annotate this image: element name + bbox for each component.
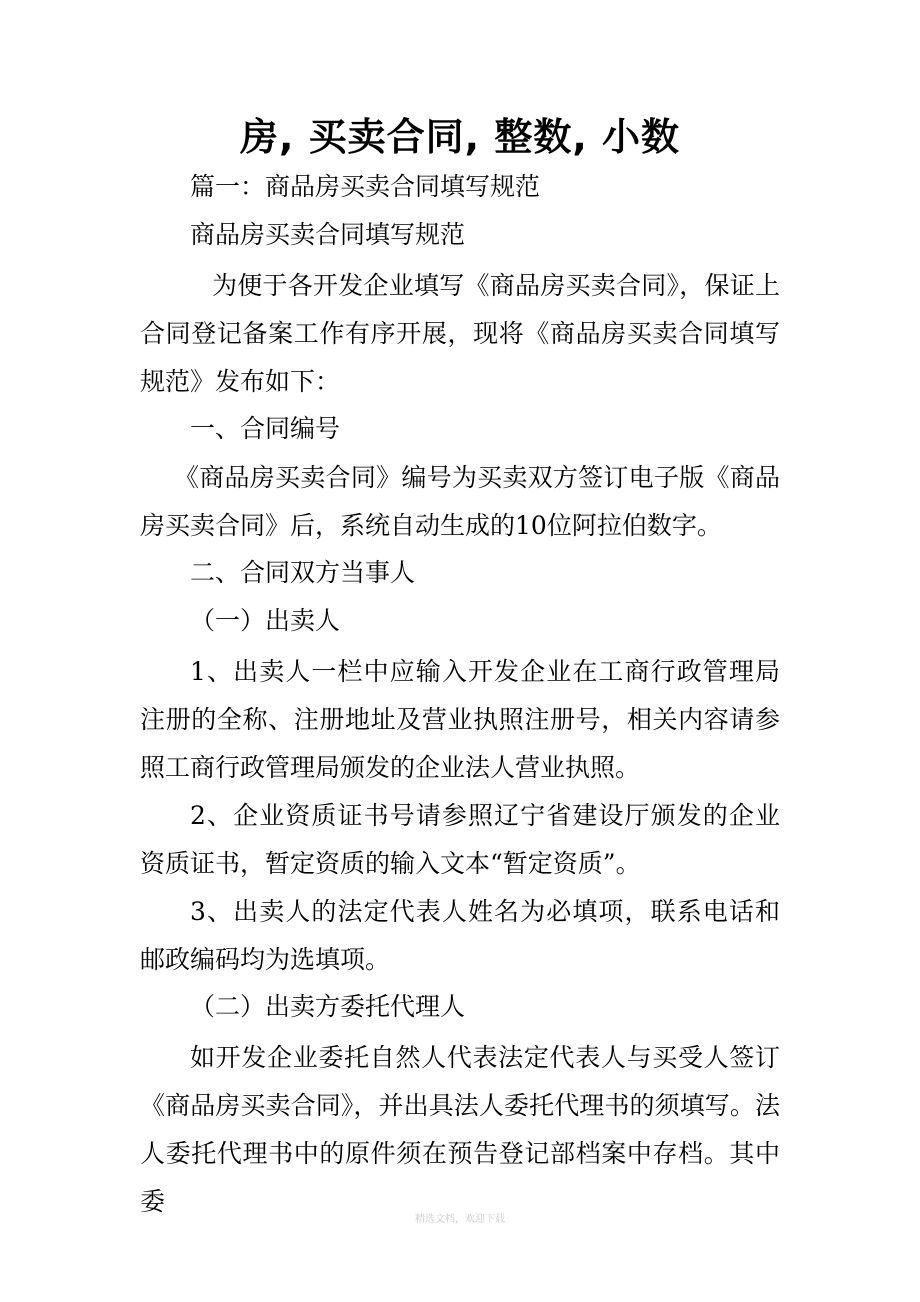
item2-text: 2、企业资质证书号请参照辽宁省建设厅颁发的企业资质证书，暂定资质的输入文本“暂定资质”。 xyxy=(140,801,780,878)
sub1-heading: （一）出卖人 xyxy=(190,606,341,635)
chapter-heading: 篇一：商品房买卖合同填写规范 xyxy=(190,172,541,201)
item1-text: 1、出卖人一栏中应输入开发企业在工商行政管理局注册的全称、注册地址及营业执照注册号，相关内容请参照工商行政管理局颁发的企业法人营业执照。 xyxy=(140,657,780,782)
subtitle: 商品房买卖合同填写规范 xyxy=(190,220,466,249)
agent-paragraph: 如开发企业委托自然人代表法定代表人与买受人签订《商品房买卖合同》，并出具法人委托代理书的须填写。法人委托代理书中的原件须在预告登记部档案中存档。其中委 xyxy=(140,1043,780,1216)
item3-text: 3、出卖人的法定代表人姓名为必填项，联系电话和邮政编码均为选填项。 xyxy=(140,897,780,974)
section2-heading: 二、合同双方当事人 xyxy=(190,558,416,587)
intro-paragraph: 为便于各开发企业填写《商品房买卖合同》，保证上合同登记备案工作有序开展，现将《商品房买卖合同填写规范》发布如下： xyxy=(140,271,780,396)
section1-heading: 一、合同编号 xyxy=(190,414,341,443)
document-title: 房, 买卖合同, 整数, 小数 xyxy=(240,115,680,159)
section1-text: 《商品房买卖合同》编号为买卖双方签订电子版《商品房买卖合同》后，系统自动生成的10位阿拉伯数字。 xyxy=(140,463,780,540)
footer-watermark: 精选文档，欢迎下载 xyxy=(415,1214,505,1225)
sub2-heading: （二）出卖方委托代理人 xyxy=(190,992,466,1021)
